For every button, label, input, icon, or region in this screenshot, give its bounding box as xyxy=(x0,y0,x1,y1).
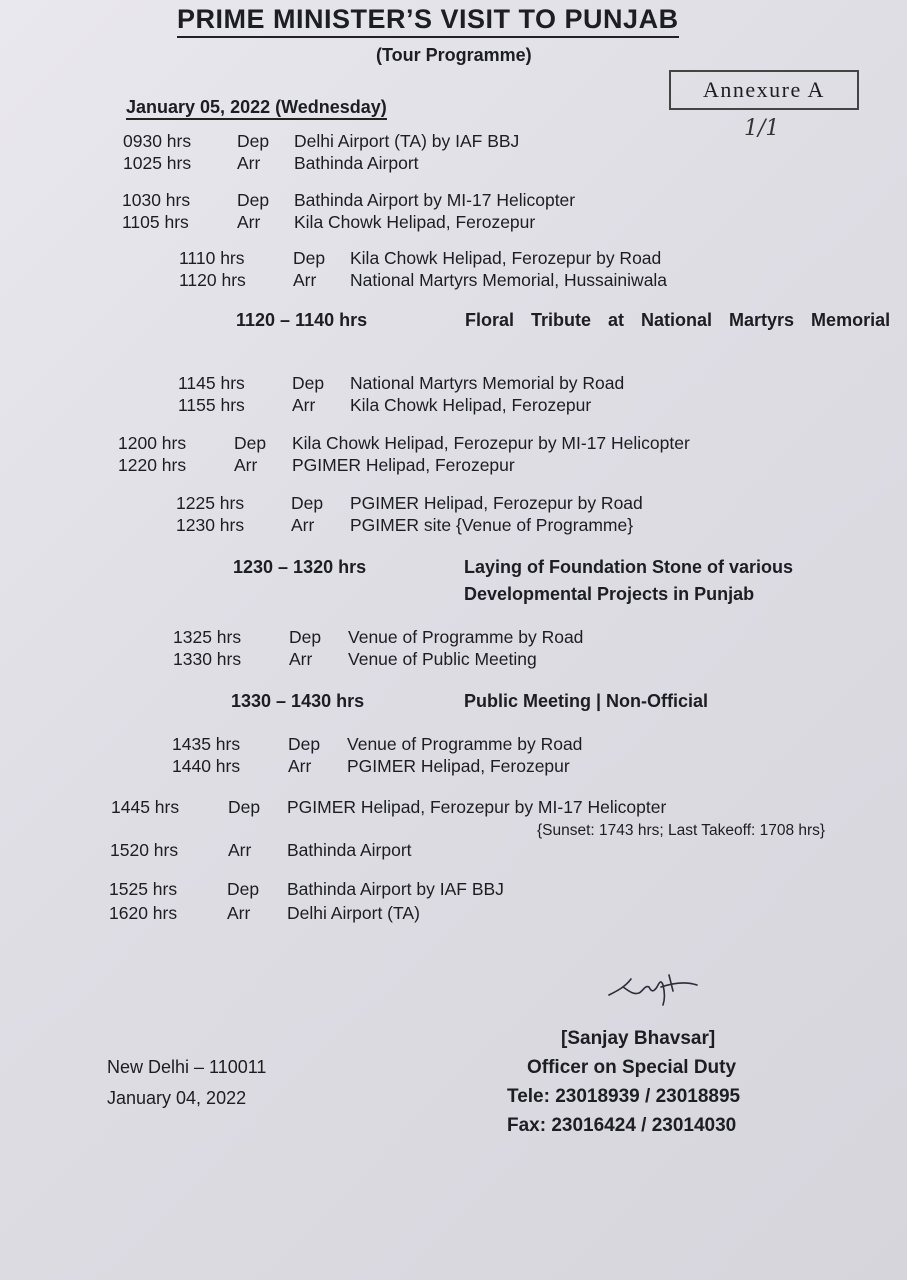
row-place: Bathinda Airport by MI-17 Helicopter xyxy=(294,190,576,210)
row-kind: Arr xyxy=(228,840,252,860)
row-kind: Dep xyxy=(237,131,270,151)
row-time: 1200 hrs xyxy=(118,433,187,453)
row-time: 1330 hrs xyxy=(173,649,242,669)
handwritten-page-note: 1/1 xyxy=(744,116,780,141)
row-place: Venue of Programme by Road xyxy=(348,627,584,647)
row-time: 1025 hrs xyxy=(123,153,192,173)
row-place: Bathinda Airport xyxy=(287,840,412,860)
row-time: 1110 hrs xyxy=(179,248,245,268)
row-time: 1030 hrs xyxy=(122,190,191,210)
issue-place: New Delhi – 110011 xyxy=(107,1057,267,1077)
row-place: Kila Chowk Helipad, Ferozepur xyxy=(294,212,536,232)
page-title: PRIME MINISTER’S VISIT TO PUNJAB xyxy=(177,4,679,38)
row-kind: Arr xyxy=(288,756,312,776)
row-time: 1520 hrs xyxy=(110,840,179,860)
page-subtitle: (Tour Programme) xyxy=(376,45,532,65)
row-place: National Martyrs Memorial, Hussainiwala xyxy=(350,270,668,290)
signature-image xyxy=(603,965,703,1010)
row-time: 1155 hrs xyxy=(178,395,245,415)
row-kind: Dep xyxy=(291,493,324,513)
officer-tele: Tele: 23018939 / 23018895 xyxy=(507,1086,741,1107)
row-place: Venue of Public Meeting xyxy=(348,649,537,669)
row-time: 1145 hrs xyxy=(178,373,245,393)
row-time: 1220 hrs xyxy=(118,455,187,475)
row-kind: Dep xyxy=(292,373,325,393)
annexure-box: Annexure A xyxy=(669,70,859,110)
tour-date: January 05, 2022 (Wednesday) xyxy=(126,97,387,120)
row-place: PGIMER Helipad, Ferozepur by Road xyxy=(350,493,643,513)
event-description: Public Meeting | Non-Official xyxy=(464,691,709,711)
officer-fax: Fax: 23016424 / 23014030 xyxy=(507,1115,737,1136)
row-time: 1440 hrs xyxy=(172,756,241,776)
row-kind: Arr xyxy=(291,515,315,535)
row-place: PGIMER Helipad, Ferozepur by MI-17 Helicopter xyxy=(287,797,667,817)
row-place: PGIMER Helipad, Ferozepur xyxy=(292,455,515,475)
row-time: 1230 hrs xyxy=(176,515,245,535)
row-place: Kila Chowk Helipad, Ferozepur by MI-17 Helicopter xyxy=(292,433,690,453)
sunset-note: {Sunset: 1743 hrs; Last Takeoff: 1708 hrs} xyxy=(537,822,826,839)
issue-place-date xyxy=(107,1052,266,1114)
row-place: Delhi Airport (TA) by IAF BBJ xyxy=(294,131,520,151)
event-time-span: 1330 – 1430 hrs xyxy=(231,691,365,711)
officer-title: Officer on Special Duty xyxy=(527,1057,737,1078)
row-time: 1435 hrs xyxy=(172,734,241,754)
row-kind: Arr xyxy=(234,455,258,475)
row-place: PGIMER Helipad, Ferozepur xyxy=(347,756,570,776)
officer-name: [Sanjay Bhavsar] xyxy=(561,1028,716,1049)
row-kind: Arr xyxy=(289,649,313,669)
row-place: Bathinda Airport by IAF BBJ xyxy=(287,879,504,899)
row-time: 1620 hrs xyxy=(109,903,178,923)
row-kind: Arr xyxy=(293,270,317,290)
signatory-block xyxy=(507,1024,740,1140)
row-kind: Dep xyxy=(289,627,322,647)
row-kind: Dep xyxy=(227,879,260,899)
row-place: Venue of Programme by Road xyxy=(347,734,583,754)
row-kind: Dep xyxy=(288,734,321,754)
row-place: National Martyrs Memorial by Road xyxy=(350,373,625,393)
row-place: Bathinda Airport xyxy=(294,153,419,173)
row-kind: Arr xyxy=(292,395,316,415)
row-place: Kila Chowk Helipad, Ferozepur by Road xyxy=(350,248,662,268)
issue-date: January 04, 2022 xyxy=(107,1088,247,1108)
row-kind: Dep xyxy=(293,248,326,268)
row-time: 1325 hrs xyxy=(173,627,242,647)
event-time-span: 1230 – 1320 hrs xyxy=(233,557,367,577)
row-kind: Dep xyxy=(234,433,267,453)
event-time-span: 1120 – 1140 hrs xyxy=(236,310,368,330)
event-description: Floral Tribute at National Martyrs Memorial xyxy=(465,310,891,330)
row-time: 0930 hrs xyxy=(123,131,192,151)
row-place: Kila Chowk Helipad, Ferozepur xyxy=(350,395,592,415)
row-time: 1525 hrs xyxy=(109,879,178,899)
row-kind: Arr xyxy=(227,903,251,923)
row-kind: Dep xyxy=(237,190,270,210)
row-kind: Arr xyxy=(237,212,261,232)
row-time: 1225 hrs xyxy=(176,493,245,513)
row-time: 1445 hrs xyxy=(111,797,180,817)
event-description: Laying of Foundation Stone of various Developmental Projects in Punjab xyxy=(464,557,793,604)
row-place: PGIMER site {Venue of Programme} xyxy=(350,515,634,535)
row-kind: Dep xyxy=(228,797,261,817)
row-time: 1120 hrs xyxy=(179,270,246,290)
row-time: 1105 hrs xyxy=(122,212,189,232)
row-kind: Arr xyxy=(237,153,261,173)
row-place: Delhi Airport (TA) xyxy=(287,903,420,923)
